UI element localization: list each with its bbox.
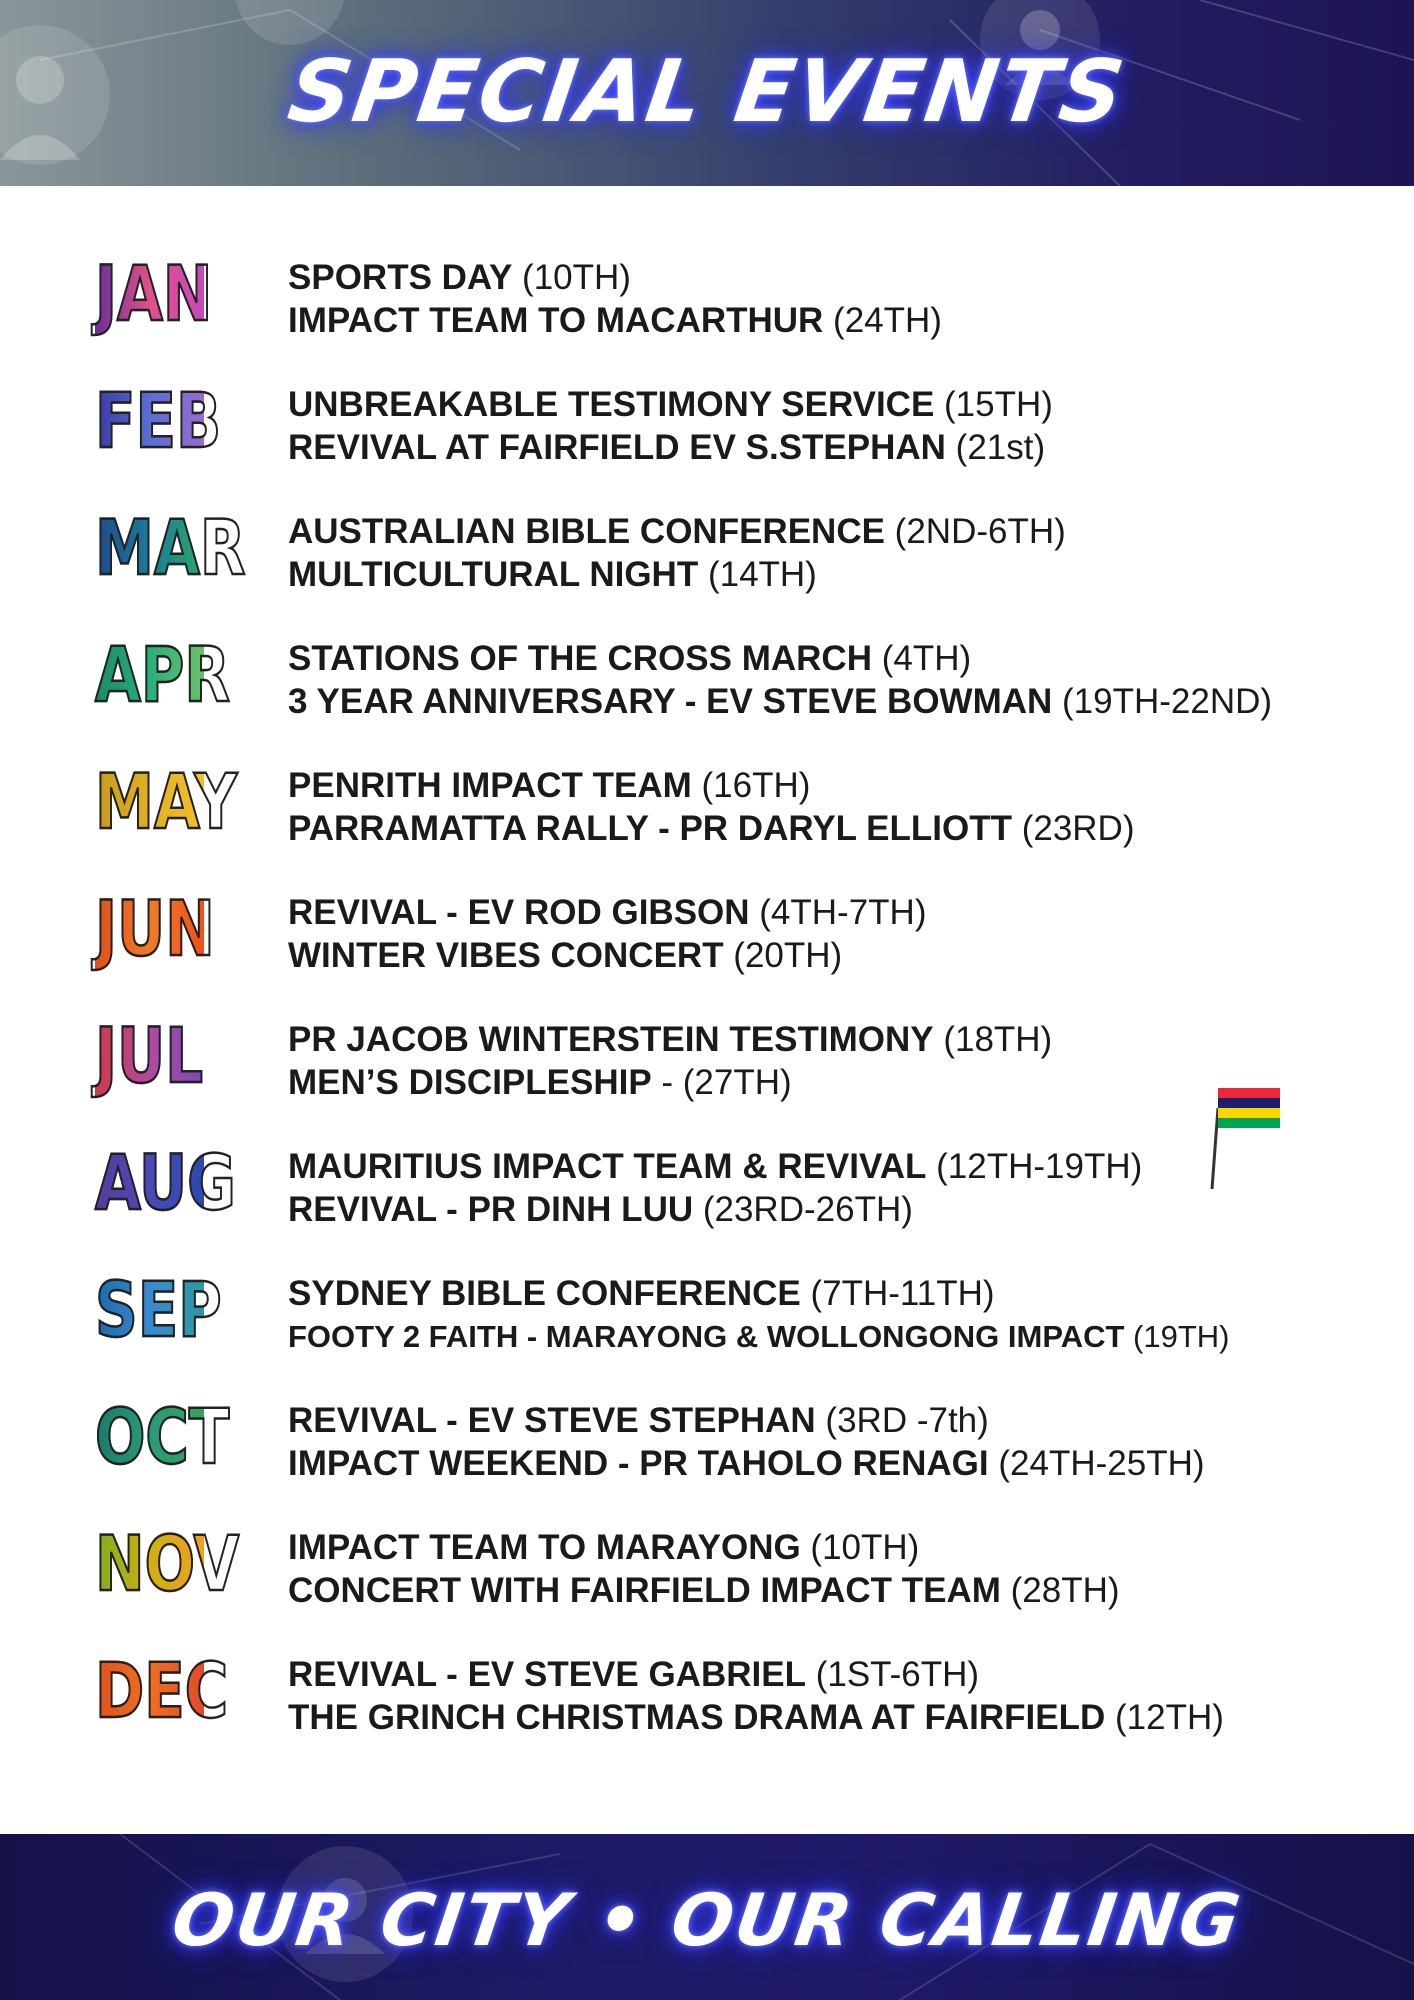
footer-slogan: OUR CITY • OUR CALLING (167, 1878, 1247, 1962)
event-item: MAURITIUS IMPACT TEAM & REVIVAL (12TH-19TH) (288, 1147, 1143, 1186)
month-row-dec (0, 1641, 1414, 1741)
month-label: MAY (95, 757, 238, 846)
month-row-sep (0, 1260, 1414, 1360)
month-label: JAN (95, 249, 213, 338)
month-label: MAR (95, 503, 246, 592)
event-item: CONCERT WITH FAIRFIELD IMPACT TEAM (28TH) (288, 1571, 1120, 1610)
event-item: PARRAMATTA RALLY - PR DARYL ELLIOTT (23RD) (288, 809, 1135, 848)
page-title: SPECIAL EVENTS (282, 42, 1132, 142)
footer-banner (0, 1834, 1414, 2000)
event-item: SYDNEY BIBLE CONFERENCE (7TH-11TH) (288, 1274, 995, 1313)
month-label: FEB (95, 376, 222, 465)
month-row-mar (0, 498, 1414, 598)
month-label: APR (95, 630, 230, 719)
event-item: REVIVAL - EV STEVE GABRIEL (1ST-6TH) (288, 1655, 980, 1694)
month-row-jul (0, 1006, 1414, 1106)
event-item: REVIVAL AT FAIRFIELD EV S.STEPHAN (21st) (288, 428, 1046, 467)
header-banner (0, 0, 1414, 186)
event-item: SPORTS DAY (10TH) (288, 258, 631, 297)
month-label: DEC (95, 1646, 229, 1735)
event-item: WINTER VIBES CONCERT (20TH) (288, 936, 843, 975)
event-item: IMPACT WEEKEND - PR TAHOLO RENAGI (24TH-25TH) (288, 1444, 1205, 1483)
month-row-nov (0, 1514, 1414, 1614)
event-item: IMPACT TEAM TO MARAYONG (10TH) (288, 1528, 920, 1567)
event-item: REVIVAL - EV ROD GIBSON (4TH-7TH) (288, 893, 927, 932)
month-label: AUG (95, 1138, 236, 1227)
month-row-jan (0, 244, 1414, 344)
event-item: REVIVAL - EV STEVE STEPHAN (3RD -7th) (288, 1401, 989, 1440)
event-item: STATIONS OF THE CROSS MARCH (4TH) (288, 639, 972, 678)
event-item: IMPACT TEAM TO MACARTHUR (24TH) (288, 301, 942, 340)
event-item: REVIVAL - PR DINH LUU (23RD-26TH) (288, 1190, 913, 1229)
month-label: NOV (95, 1519, 240, 1608)
event-item: AUSTRALIAN BIBLE CONFERENCE (2ND-6TH) (288, 512, 1066, 551)
month-row-may (0, 752, 1414, 852)
event-item: THE GRINCH CHRISTMAS DRAMA AT FAIRFIELD (12TH) (288, 1698, 1224, 1737)
event-item: 3 YEAR ANNIVERSARY - EV STEVE BOWMAN (19TH-22ND) (288, 682, 1273, 721)
event-item: MULTICULTURAL NIGHT (14TH) (288, 555, 817, 594)
month-label: JUN (95, 884, 215, 973)
event-item: UNBREAKABLE TESTIMONY SERVICE (15TH) (288, 385, 1053, 424)
event-item: PR JACOB WINTERSTEIN TESTIMONY (18TH) (288, 1020, 1053, 1059)
month-row-aug (0, 1133, 1414, 1233)
event-item: MEN’S DISCIPLESHIP - (27TH) (288, 1063, 792, 1102)
month-label: JUL (95, 1011, 203, 1100)
month-row-oct (0, 1387, 1414, 1487)
month-label: SEP (95, 1265, 222, 1354)
month-row-jun (0, 879, 1414, 979)
event-item: PENRITH IMPACT TEAM (16TH) (288, 766, 811, 805)
month-row-apr (0, 625, 1414, 725)
mauritius-flag-icon (1204, 1084, 1284, 1194)
event-item: FOOTY 2 FAITH - MARAYONG & WOLLONGONG IMPACT (19TH) (288, 1319, 1230, 1354)
month-label: OCT (95, 1392, 230, 1481)
month-row-feb (0, 371, 1414, 471)
